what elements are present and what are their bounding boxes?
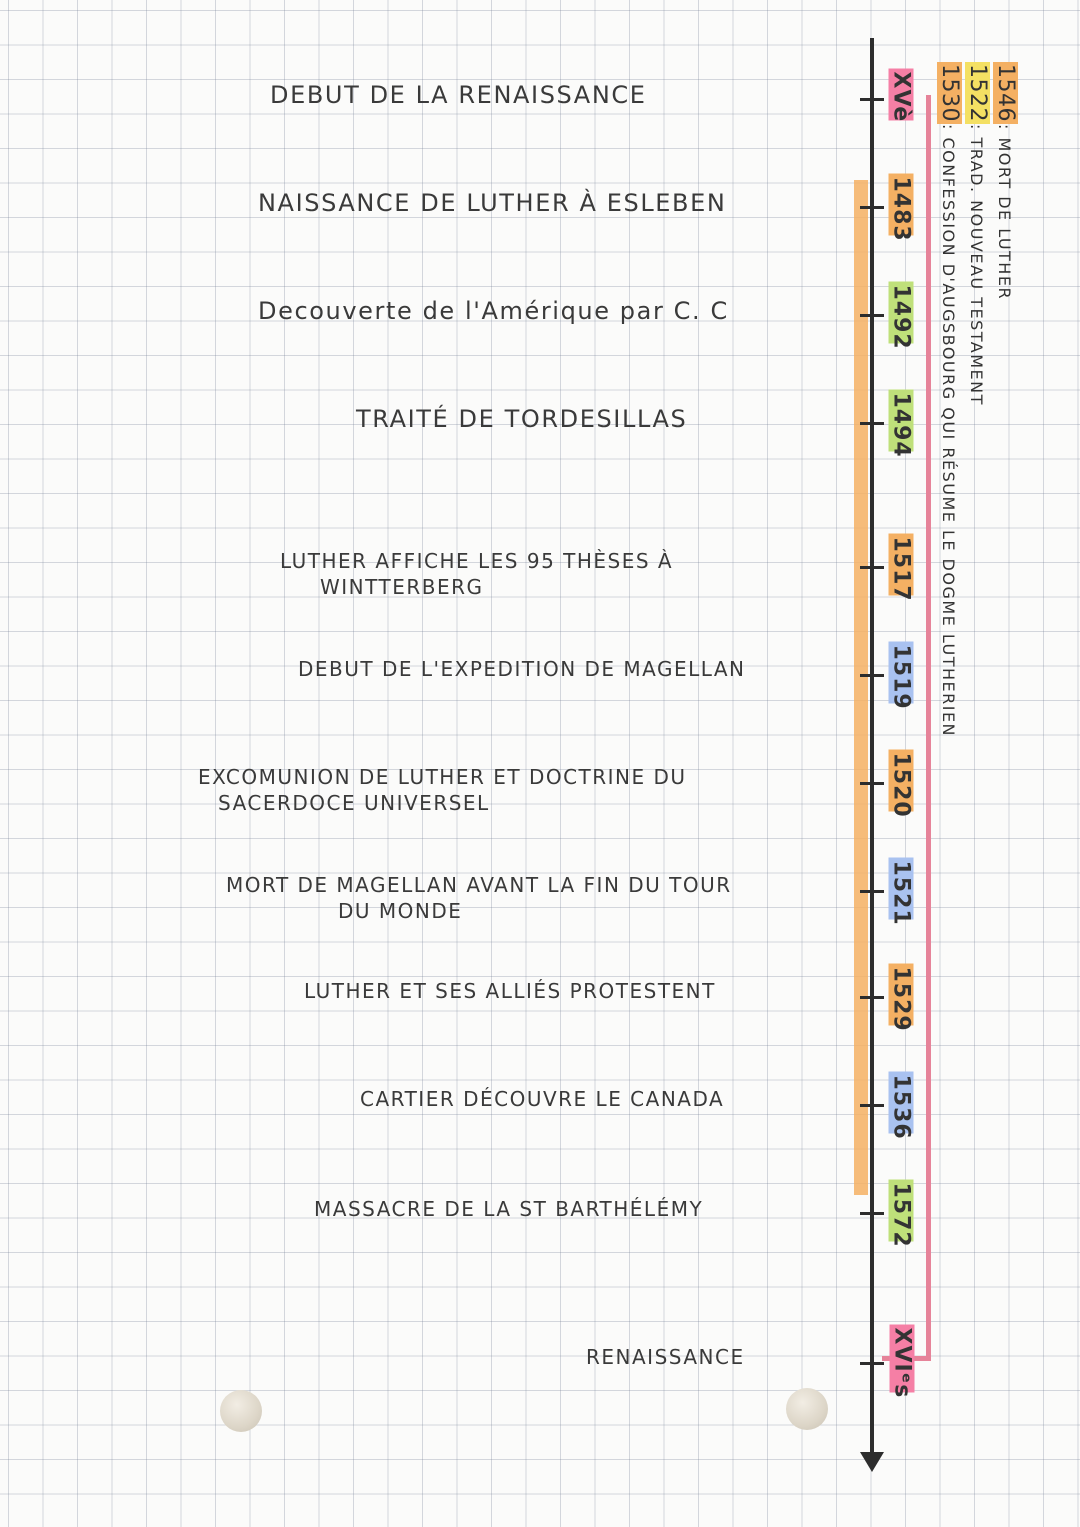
event-renaissance-start: DEBUT DE LA RENAISSANCE	[270, 81, 647, 109]
timeline-tick	[860, 98, 884, 101]
margin-note-year: 1522	[965, 64, 990, 122]
timeline-period-bar	[854, 180, 868, 1195]
date-label: 1536	[889, 1072, 914, 1134]
date-label: 1483	[889, 174, 914, 236]
date-label: XVè	[889, 69, 914, 121]
timeline-tick	[860, 422, 884, 425]
date-label: 1519	[889, 642, 914, 704]
margin-note-1546	[991, 62, 1018, 300]
date-label: 1492	[889, 282, 914, 344]
date-label: 1517	[889, 534, 914, 596]
timeline-tick	[860, 314, 884, 317]
event-excommunication-line2: SACERDOCE UNIVERSEL	[218, 791, 490, 815]
timeline-tick	[860, 1212, 884, 1215]
date-label: 1521	[889, 858, 914, 920]
date-label: 1529	[889, 964, 914, 1026]
event-95-theses-line2: WINTTERBERG	[320, 575, 484, 599]
timeline-tick	[860, 996, 884, 999]
event-95-theses	[280, 548, 673, 600]
binder-hole-right	[786, 1388, 828, 1430]
timeline-axis	[870, 38, 874, 1458]
event-luther-birth: NAISSANCE DE LUTHER À ESLEBEN	[258, 189, 727, 217]
binder-hole-left	[220, 1390, 262, 1432]
date-label: 1520	[889, 750, 914, 812]
event-st-barthelemy: MASSACRE DE LA ST BARTHÉLÉMY	[314, 1197, 704, 1221]
event-tordesillas: TRAITÉ DE TORDESILLAS	[356, 405, 688, 433]
margin-note-year: 1530	[937, 64, 962, 122]
timeline-tick	[860, 1362, 884, 1365]
margin-note-1530	[935, 62, 962, 737]
event-magellan-death-line2: DU MONDE	[338, 899, 463, 923]
event-cartier: CARTIER DÉCOUVRE LE CANADA	[360, 1087, 725, 1111]
timeline-tick	[860, 566, 884, 569]
event-excommunication	[198, 764, 687, 816]
event-excommunication-line1: EXCOMUNION DE LUTHER ET DOCTRINE DU	[198, 765, 687, 789]
timeline-arrow-icon	[860, 1452, 884, 1472]
margin-note-text: : MORT DE LUTHER	[995, 124, 1014, 301]
event-magellan-death	[226, 872, 732, 924]
event-magellan-start: DEBUT DE L'EXPEDITION DE MAGELLAN	[298, 657, 746, 681]
event-america-discovery: Decouverte de l'Amérique par C. C	[258, 297, 729, 325]
date-label: 1494	[889, 390, 914, 452]
timeline-tick	[860, 674, 884, 677]
event-renaissance: RENAISSANCE	[586, 1345, 745, 1369]
timeline-tick	[860, 1104, 884, 1107]
margin-note-text: : TRAD. NOUVEAU TESTAMENT	[967, 124, 986, 406]
event-95-theses-line1: LUTHER AFFICHE LES 95 THÈSES À	[280, 549, 674, 573]
timeline-tick	[860, 890, 884, 893]
date-label: 1572	[889, 1180, 914, 1242]
date-label: XVIᵉs	[890, 1325, 915, 1393]
event-magellan-death-line1: MORT DE MAGELLAN AVANT LA FIN DU TOUR	[226, 873, 732, 897]
margin-note-year: 1546	[993, 64, 1018, 122]
margin-note-1522	[963, 62, 990, 406]
timeline-bracket-top	[926, 95, 931, 1360]
timeline-tick	[860, 206, 884, 209]
margin-note-text: : CONFESSION D'AUGSBOURG QUI RÉSUME LE DOGME LUTHERIEN	[939, 124, 958, 738]
event-protest: LUTHER ET SES ALLIÉS PROTESTENT	[304, 979, 716, 1003]
timeline-tick	[860, 782, 884, 785]
